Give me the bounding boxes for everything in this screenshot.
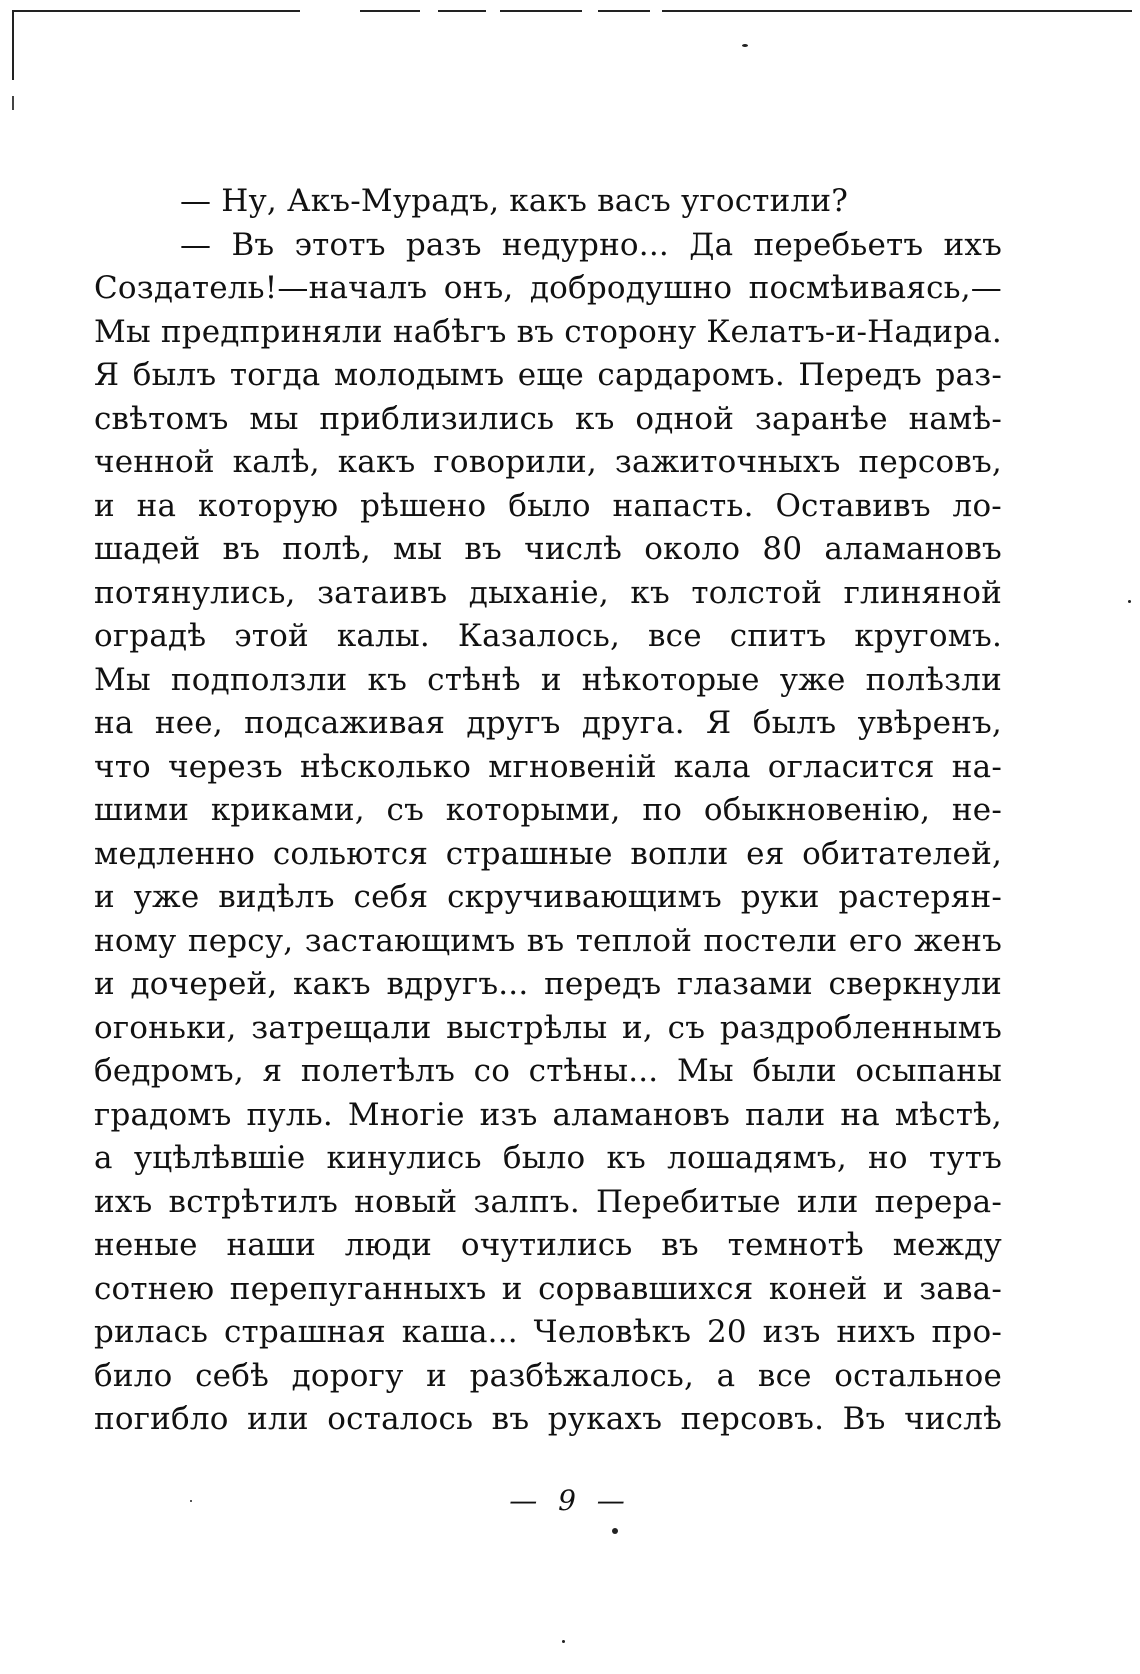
page-number: — 9 — xyxy=(509,1484,631,1517)
text-line: шадей въ полѣ, мы въ числѣ около 80 аламановъ xyxy=(94,531,1002,567)
text-line: что черезъ нѣсколько мгновеній кала огласится на- xyxy=(94,748,1002,785)
scan-speck xyxy=(742,44,748,47)
text-line: — Въ этотъ разъ недурно... Да перебьетъ ихъ xyxy=(180,226,1002,263)
scan-rule-gap xyxy=(582,6,598,14)
text-line: рилась страшная каша... Человѣкъ 20 изъ нихъ про- xyxy=(94,1314,1002,1350)
scan-speck xyxy=(562,1640,565,1643)
text-line: а уцѣлѣвшіе кинулись было къ лошадямъ, но тутъ xyxy=(94,1140,1002,1176)
text-line: и на которую рѣшено было напасть. Оставивъ ло- xyxy=(94,487,1002,524)
text-line: ихъ встрѣтилъ новый залпъ. Перебитые или перера- xyxy=(94,1183,1002,1220)
scan-rule-gap xyxy=(650,6,662,14)
text-line: и дочерей, какъ вдругъ... передъ глазами сверкнули xyxy=(94,966,1002,1002)
text-line: шими криками, съ которыми, по обыкновенію, не- xyxy=(94,792,1002,828)
scan-speck xyxy=(1128,600,1131,603)
scan-top-rule xyxy=(12,10,1132,12)
scan-left-edge xyxy=(12,10,14,80)
text-line: Я былъ тогда молодымъ еще сардаромъ. Передъ раз- xyxy=(94,357,1002,393)
text-line: медленно сольются страшные вопли ея обитателей, xyxy=(94,835,1002,872)
scan-rule-gap xyxy=(300,6,360,14)
text-line: огоньки, затрещали выстрѣлы и, съ раздробленнымъ xyxy=(94,1009,1002,1046)
text-line: Создатель!—началъ онъ, добродушно посмѣиваясь,— xyxy=(94,270,1002,306)
text-line: — Ну, Акъ-Мурадъ, какъ васъ угостили? xyxy=(180,183,849,219)
text-line: сотнею перепуганныхъ и сорвавшихся коней и зава- xyxy=(94,1270,1002,1307)
text-line: ному персу, застающимъ въ теплой постели его женъ xyxy=(94,922,1002,959)
text-line: бедромъ, я полетѣлъ со стѣны... Мы были осыпаны xyxy=(94,1053,1002,1089)
text-line: било себѣ дорогу и разбѣжалось, а все остальное xyxy=(94,1357,1002,1394)
text-line: погибло или осталось въ рукахъ персовъ. Въ числѣ xyxy=(94,1401,1002,1437)
text-line: оградѣ этой калы. Казалось, все спитъ кругомъ. xyxy=(94,618,1002,654)
scan-speck xyxy=(612,1528,618,1534)
scan-left-edge xyxy=(12,96,14,110)
text-line: Мы предприняли набѣгъ въ сторону Келатъ-и-Надира. xyxy=(94,313,1002,350)
text-line: Мы подползли къ стѣнѣ и нѣкоторые уже полѣзли xyxy=(94,661,1002,698)
body-text xyxy=(94,180,1002,1442)
text-line: потянулись, затаивъ дыханіе, къ толстой глиняной xyxy=(94,574,1002,611)
text-line: свѣтомъ мы приблизились къ одной заранѣе намѣ- xyxy=(94,400,1002,437)
text-line: на нее, подсаживая другъ друга. Я былъ увѣренъ, xyxy=(94,705,1002,741)
text-line: градомъ пуль. Многіе изъ аламановъ пали на мѣстѣ, xyxy=(94,1096,1002,1133)
text-line: ченной калѣ, какъ говорили, зажиточныхъ персовъ, xyxy=(94,444,1002,480)
text-line: и уже видѣлъ себя скручивающимъ руки растерян- xyxy=(94,879,1002,915)
text-line: неные наши люди очутились въ темнотѣ между xyxy=(94,1227,1002,1263)
scan-rule-gap xyxy=(486,6,500,14)
scan-rule-gap xyxy=(420,6,438,14)
